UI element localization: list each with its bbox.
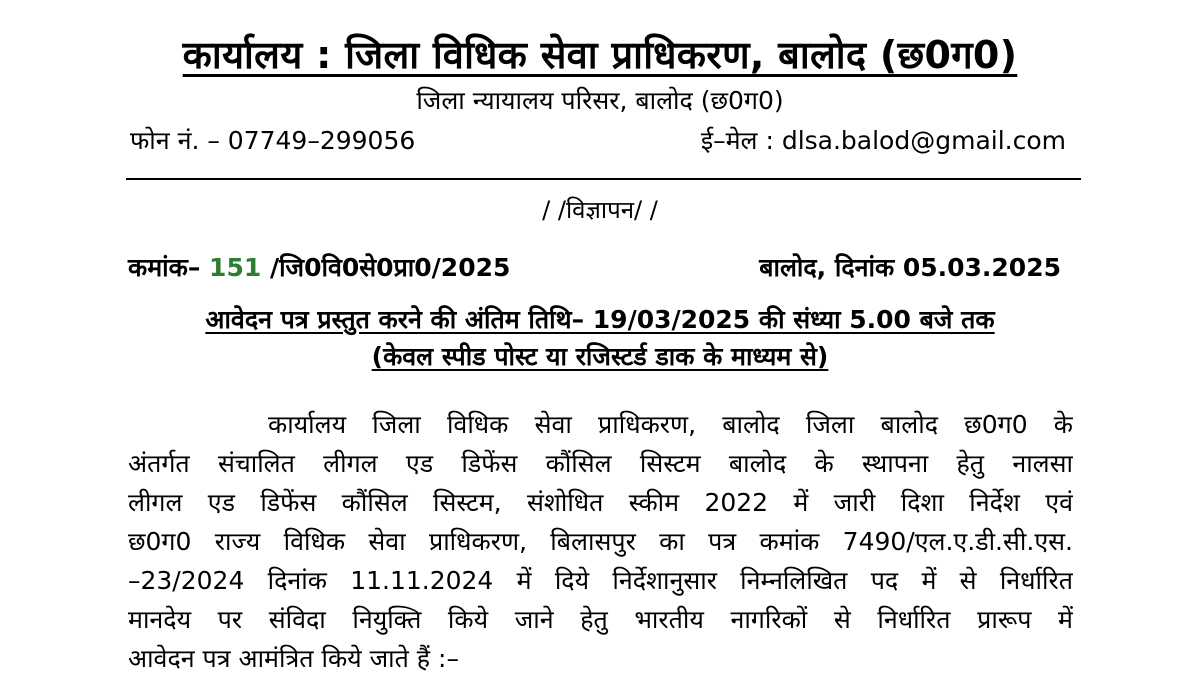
notice-date: बालोद, दिनांक 05.03.2025 [759, 253, 1061, 282]
application-deadline: आवेदन पत्र प्रस्तुत करने की अंतिम तिथि– 19/03/2025 की संध्या 5.00 बजे तक [205, 305, 995, 334]
office-address: जिला न्यायालय परिसर, बालोद (छ0ग0) [416, 86, 784, 115]
body-line: –23/2024 दिनांक 11.11.2024 में दिये निर्देशानुसार निम्नलिखित पद में से निर्धारित [128, 566, 1073, 595]
reference-number [128, 250, 510, 284]
reference-prefix: कमांक– [128, 253, 201, 282]
body-line: आवेदन पत्र आमंत्रित किये जाते हैं :– [128, 644, 459, 673]
reference-suffix: /जि0वि0से0प्रा0/2025 [269, 253, 511, 282]
body-line: कार्यालय जिला विधिक सेवा प्राधिकरण, बालोद जिला बालोद छ0ग0 के [268, 410, 1073, 439]
office-title: कार्यालय : जिला विधिक सेवा प्राधिकरण, बालोद (छ0ग0) [182, 33, 1018, 77]
body-line: मानदेय पर संविदा नियुक्ति किये जाने हेतु भारतीय नागरिकों से निर्धारित प्रारूप में [128, 605, 1073, 634]
phone-number: फोन नं. – 07749–299056 [130, 126, 416, 155]
header-divider [126, 178, 1081, 180]
notice-body [128, 405, 1073, 678]
advertisement-label: / /विज्ञापन/ / [542, 196, 658, 224]
submission-mode: (केवल स्पीड पोस्ट या रजिस्टर्ड डाक के माध्यम से) [371, 342, 829, 371]
body-line: अंतर्गत संचालित लीगल एड डिफेंस कौंसिल सिस्टम बालोद के स्थापना हेतु नालसा [128, 449, 1073, 478]
body-line: छ0ग0 राज्य विधिक सेवा प्राधिकरण, बिलासपुर का पत्र कमांक 7490/एल.ए.डी.सी.एस. [128, 527, 1073, 556]
email-address: ई–मेल : dlsa.balod@gmail.com [700, 126, 1066, 155]
body-line: लीगल एड डिफेंस कौंसिल सिस्टम, संशोधित स्कीम 2022 में जारी दिशा निर्देश एवं [128, 488, 1073, 517]
reference-serial: 151 [209, 253, 262, 282]
